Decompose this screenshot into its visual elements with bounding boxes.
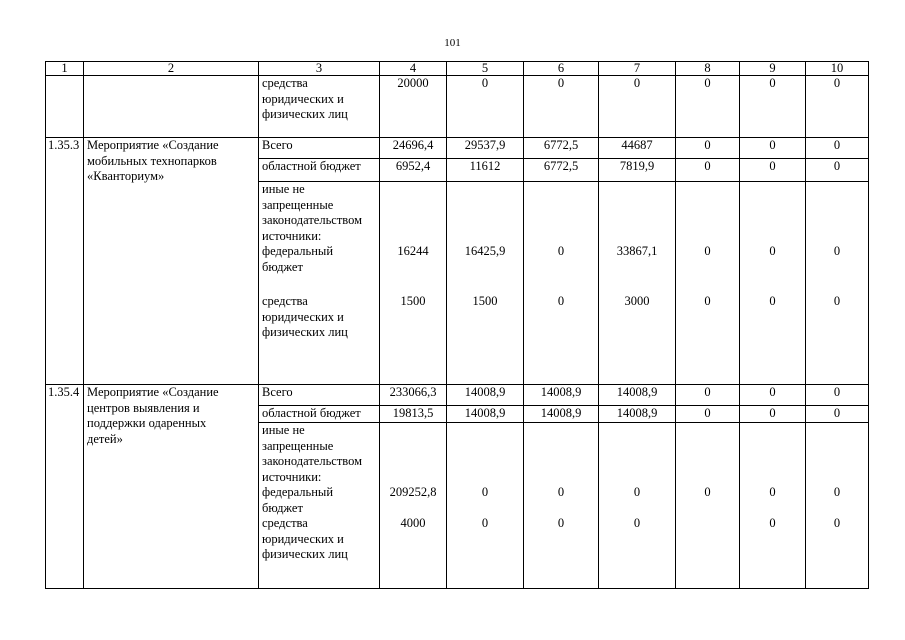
header-cell: 10 bbox=[806, 62, 869, 76]
value-cell: 14008,9 bbox=[599, 406, 676, 423]
value-cell: 0 bbox=[740, 138, 806, 159]
header-cell: 7 bbox=[599, 62, 676, 76]
value-cell: 0 bbox=[806, 406, 869, 423]
header-cell: 5 bbox=[447, 62, 524, 76]
header-cell: 8 bbox=[676, 62, 740, 76]
value-cell: 0 0 bbox=[447, 423, 524, 589]
value-cell: 6772,5 bbox=[524, 159, 599, 182]
value-cell: 0 bbox=[676, 159, 740, 182]
value-cell: 0 0 bbox=[806, 182, 869, 385]
table-row bbox=[46, 385, 869, 406]
value-cell: 44687 bbox=[599, 138, 676, 159]
value-cell: 0 0 bbox=[806, 423, 869, 589]
source-cell: областной бюджет bbox=[259, 406, 380, 423]
value-cell: 0 bbox=[676, 385, 740, 406]
value-cell: 14008,9 bbox=[599, 385, 676, 406]
header-cell: 1 bbox=[46, 62, 84, 76]
table-row bbox=[46, 138, 869, 159]
header-cell: 3 bbox=[259, 62, 380, 76]
measure-name: Мероприятие «Создание мобильных технопарков «Кванториум» bbox=[84, 138, 259, 385]
measure-code: 1.35.4 bbox=[46, 385, 84, 589]
value-cell: 0 bbox=[676, 406, 740, 423]
value-cell: 0 bbox=[524, 76, 599, 138]
value-cell: 0 bbox=[806, 385, 869, 406]
value-cell: 0 0 bbox=[740, 423, 806, 589]
source-cell: средства юридических и физических лиц bbox=[259, 76, 380, 138]
value-cell: 0 0 bbox=[524, 423, 599, 589]
value-cell: 209252,8 4000 bbox=[380, 423, 447, 589]
value-cell: 14008,9 bbox=[524, 406, 599, 423]
value-cell: 0 bbox=[740, 406, 806, 423]
header-row bbox=[46, 62, 869, 76]
value-cell: 0 bbox=[740, 385, 806, 406]
header-cell: 6 bbox=[524, 62, 599, 76]
value-cell: 6952,4 bbox=[380, 159, 447, 182]
value-cell: 233066,3 bbox=[380, 385, 447, 406]
value-cell: 0 bbox=[599, 76, 676, 138]
source-cell: областной бюджет bbox=[259, 159, 380, 182]
budget-table bbox=[45, 61, 869, 589]
value-cell: 0 bbox=[806, 138, 869, 159]
table-row bbox=[46, 76, 869, 138]
measure-code: 1.35.3 bbox=[46, 138, 84, 385]
value-cell: 24696,4 bbox=[380, 138, 447, 159]
value-cell: 0 bbox=[806, 76, 869, 138]
value-cell: 29537,9 bbox=[447, 138, 524, 159]
value-cell: 14008,9 bbox=[447, 406, 524, 423]
value-cell: 0 0 bbox=[524, 182, 599, 385]
value-cell: 0 bbox=[676, 76, 740, 138]
value-cell: 0 0 bbox=[599, 423, 676, 589]
value-cell: 11612 bbox=[447, 159, 524, 182]
value-cell: 0 0 bbox=[740, 182, 806, 385]
value-cell: 0 bbox=[676, 423, 740, 589]
value-cell: 0 bbox=[676, 138, 740, 159]
header-cell: 9 bbox=[740, 62, 806, 76]
value-cell: 0 bbox=[806, 159, 869, 182]
source-cell: Всего bbox=[259, 138, 380, 159]
value-cell: 0 0 bbox=[676, 182, 740, 385]
value-cell: 6772,5 bbox=[524, 138, 599, 159]
source-cell: иные не запрещенные законодательством источники: федеральный бюджет средства юридических и физических лиц bbox=[259, 182, 380, 385]
source-cell: иные не запрещенные законодательством источники: федеральный бюджет средства юридических и физических лиц bbox=[259, 423, 380, 589]
value-cell: 14008,9 bbox=[524, 385, 599, 406]
value-cell: 0 bbox=[740, 76, 806, 138]
value-cell: 0 bbox=[740, 159, 806, 182]
measure-name: Мероприятие «Создание центров выявления и поддержки одаренных детей» bbox=[84, 385, 259, 589]
value-cell: 0 bbox=[447, 76, 524, 138]
value-cell: 7819,9 bbox=[599, 159, 676, 182]
header-cell: 2 bbox=[84, 62, 259, 76]
value-cell: 19813,5 bbox=[380, 406, 447, 423]
header-cell: 4 bbox=[380, 62, 447, 76]
value-cell: 14008,9 bbox=[447, 385, 524, 406]
value-cell: 16244 1500 bbox=[380, 182, 447, 385]
value-cell: 20000 bbox=[380, 76, 447, 138]
value-cell: 33867,1 3000 bbox=[599, 182, 676, 385]
page-number: 101 bbox=[444, 37, 461, 49]
source-cell: Всего bbox=[259, 385, 380, 406]
value-cell: 16425,9 1500 bbox=[447, 182, 524, 385]
